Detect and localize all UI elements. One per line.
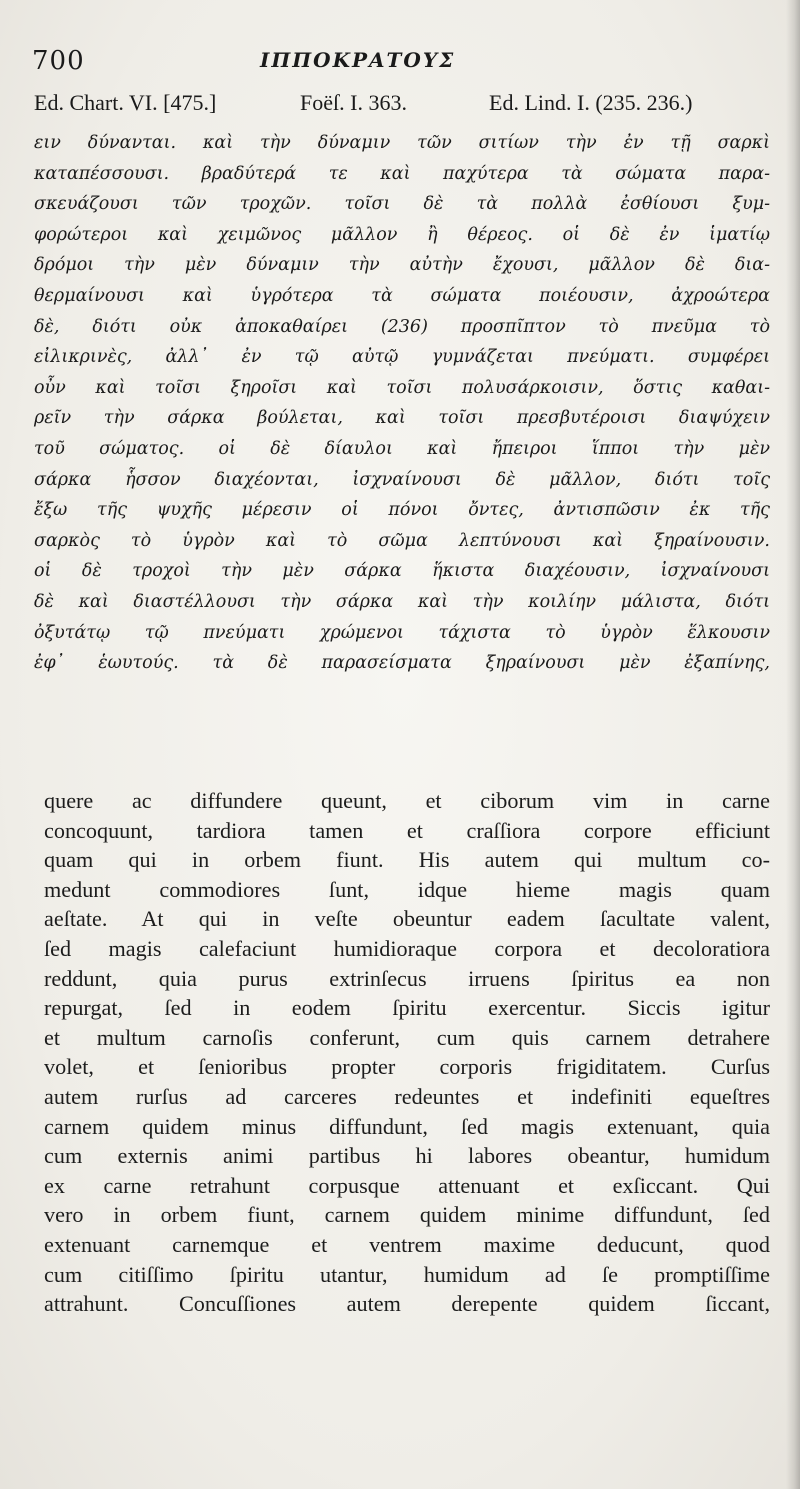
latin-text-line: cum citiſſimo ſpiritu utantur, humidum ad ſe promptiſſime bbox=[44, 1261, 770, 1287]
latin-text-line: volet, et ſenioribus propter corporis frigiditatem. Curſus bbox=[44, 1054, 770, 1080]
page-number: 700 bbox=[32, 46, 85, 76]
greek-text-line: ἐφ᾽ ἑωυτούς. τὰ δὲ παρασείσματα ξηραίνουσι μὲν ἐξαπίνης, bbox=[34, 653, 770, 674]
latin-text-line: attrahunt. Concuſſiones autem derepente quidem ſiccant, bbox=[44, 1291, 770, 1317]
latin-text-line: carnem quidem minus diffundunt, ſed magis extenuant, quia bbox=[44, 1113, 770, 1139]
latin-text-block bbox=[44, 786, 770, 1319]
greek-text-line: τοῦ σώματος. οἱ δὲ δίαυλοι καὶ ἤπειροι ἵπποι τὴν μὲν bbox=[34, 438, 770, 459]
greek-text-block bbox=[34, 128, 770, 679]
greek-text-line: θερμαίνουσι καὶ ὑγρότερα τὰ σώματα ποιέουσιν, ἀχροώτερα bbox=[34, 285, 770, 306]
greek-text-line: δὲ καὶ διαστέλλουσι τὴν σάρκα καὶ τὴν κοιλίην μάλιστα, διότι bbox=[34, 591, 770, 612]
latin-text-line: reddunt, quia purus extrinſecus irruens ſpiritus ea non bbox=[44, 965, 770, 991]
page-header bbox=[32, 42, 772, 86]
latin-text-line: concoquunt, tardiora tamen et craſſiora corpore efficiunt bbox=[44, 817, 770, 843]
edition-lind: Ed. Lind. I. (235. 236.) bbox=[489, 90, 693, 115]
edition-foes: Foëſ. I. 363. bbox=[300, 90, 407, 115]
greek-text-line: δρόμοι τὴν μὲν δύναμιν τὴν αὐτὴν ἔχουσι, μᾶλλον δὲ δια- bbox=[34, 255, 770, 276]
greek-text-line: σάρκα ἧσσον διαχέονται, ἰσχναίνουσι δὲ μᾶλλον, διότι τοῖς bbox=[34, 469, 770, 490]
latin-text-line: quere ac diffundere queunt, et ciborum vim in carne bbox=[44, 788, 770, 813]
greek-text-line: καταπέσσουσι. βραδύτερά τε καὶ παχύτερα τὰ σώματα παρα- bbox=[34, 163, 770, 184]
latin-text-line: repurgat, ſed in eodem ſpiritu exercentur. Siccis igitur bbox=[44, 995, 770, 1021]
latin-text-line: extenuant carnemque et ventrem maxime deducunt, quod bbox=[44, 1231, 770, 1257]
latin-text-line: vero in orbem fiunt, carnem quidem minime diffundunt, ſed bbox=[44, 1202, 770, 1228]
latin-text-line: quam qui in orbem fiunt. His autem qui multum co- bbox=[44, 847, 770, 873]
latin-text-line: ex carne retrahunt corpusque attenuant et exſiccant. Qui bbox=[44, 1172, 770, 1198]
greek-text-line: εἰλικρινὲς, ἀλλ᾽ ἐν τῷ αὐτῷ γυμνάζεται πνεύματι. συμφέρει bbox=[34, 347, 770, 368]
greek-text-line: ἔξω τῆς ψυχῆς μέρεσιν οἱ πόνοι ὄντες, ἀντισπῶσιν ἐκ τῆς bbox=[34, 500, 770, 521]
greek-text-line: σαρκὸς τὸ ὑγρὸν καὶ τὸ σῶμα λεπτύνουσι καὶ ξηραίνουσιν. bbox=[34, 530, 770, 551]
greek-text-line: ρεῖν τὴν σάρκα βούλεται, καὶ τοῖσι πρεσβυτέροισι διαψύχειν bbox=[34, 408, 770, 429]
greek-text-line: οἱ δὲ τροχοὶ τὴν μὲν σάρκα ἥκιστα διαχέουσιν, ἰσχναίνουσι bbox=[34, 561, 770, 582]
greek-text-line: οὖν καὶ τοῖσι ξηροῖσι καὶ τοῖσι πολυσάρκοισιν, ὅστις καθαι- bbox=[34, 377, 770, 398]
greek-text-line: ὀξυτάτῳ τῷ πνεύματι χρώμενοι τάχιστα τὸ ὑγρὸν ἕλκουσιν bbox=[34, 622, 770, 643]
greek-text-line: σκευάζουσι τῶν τροχῶν. τοῖσι δὲ τὰ πολλὰ ἐσθίουσι ξυμ- bbox=[34, 194, 770, 215]
latin-text-line: et multum carnoſis conferunt, cum quis carnem detrahere bbox=[44, 1024, 770, 1050]
running-title: ΙΠΠΟΚΡΑΤΟΥΣ bbox=[260, 48, 456, 72]
greek-text-line: δὲ, διότι οὐκ ἀποκαθαίρει (236) προσπῖπτον τὸ πνεῦμα τὸ bbox=[34, 316, 770, 337]
latin-text-line: medunt commodiores ſunt, idque hieme magis quam bbox=[44, 876, 770, 902]
greek-text-line: ειν δύνανται. καὶ τὴν δύναμιν τῶν σιτίων τὴν ἐν τῇ σαρκὶ bbox=[34, 133, 770, 153]
page-spine-shadow bbox=[786, 0, 800, 1489]
edition-chart: Ed. Chart. VI. [475.] bbox=[34, 90, 217, 115]
greek-text-line: φορώτεροι καὶ χειμῶνος μᾶλλον ἢ θέρεος. οἱ δὲ ἐν ἱματίῳ bbox=[34, 224, 770, 245]
latin-text-line: autem rurſus ad carceres redeuntes et indefiniti equeſtres bbox=[44, 1083, 770, 1109]
latin-text-line: ſed magis calefaciunt humidioraque corpora et decoloratiora bbox=[44, 935, 770, 961]
latin-text-line: aeſtate. At qui in veſte obeuntur eadem ſacultate valent, bbox=[44, 906, 770, 932]
latin-text-line: cum externis animi partibus hi labores obeantur, humidum bbox=[44, 1143, 770, 1169]
